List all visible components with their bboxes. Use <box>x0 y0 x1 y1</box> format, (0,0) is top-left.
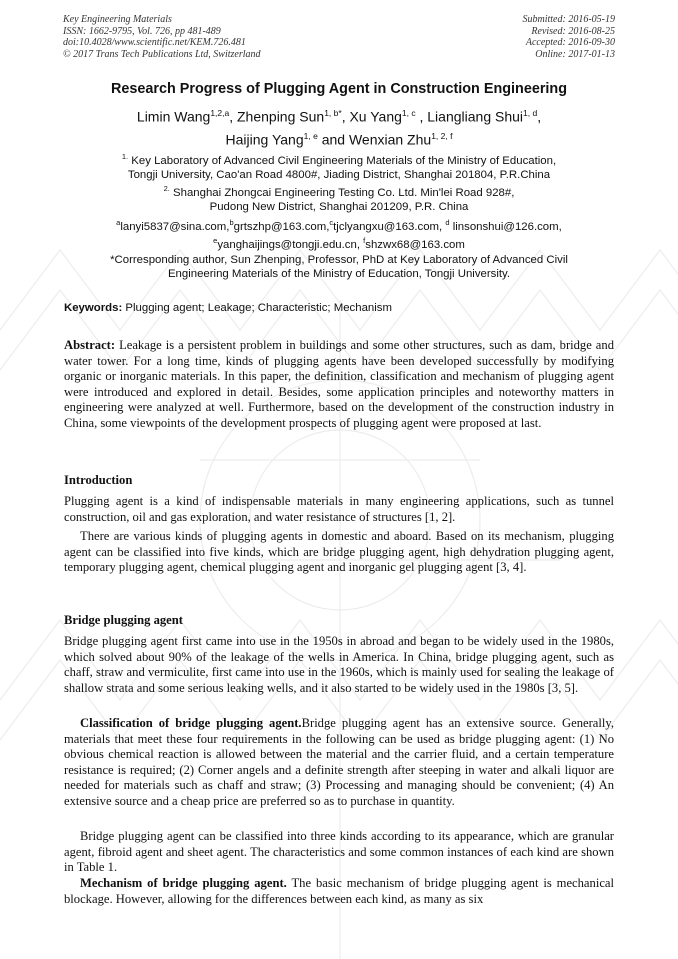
author-separator: and <box>317 131 349 148</box>
author-name: Limin Wang <box>136 108 211 125</box>
affiliation-line: Pudong New District, Shanghai 201209, P.R. China <box>209 201 469 213</box>
author-affiliation-mark: 1, 2, f <box>431 130 453 141</box>
email-address[interactable]: tjclyangxu@163.com <box>333 220 440 233</box>
paragraph-classification <box>64 716 614 810</box>
corresponding-line: *Corresponding author, Sun Zhenping, Professor, PhD at Key Laboratory of Advanced Civil <box>110 254 568 266</box>
author-list <box>60 104 618 149</box>
author-affiliation-mark: 1,2,a <box>210 108 230 118</box>
section-heading-bridge-plugging-agent: Bridge plugging agent <box>64 613 183 627</box>
affiliation-1 <box>60 150 618 182</box>
author-name: Xu Yang <box>349 108 402 125</box>
email-address[interactable]: linsonshui@126.com <box>449 220 559 233</box>
author-separator: , <box>415 108 428 125</box>
email-separator: , <box>356 238 364 251</box>
issn-line: ISSN: 1662-9795, Vol. 726, pp 481-489 <box>63 25 221 37</box>
email-address[interactable]: grtszhp@163.com <box>233 220 327 233</box>
paper-title: Research Progress of Plugging Agent in Construction Engineering <box>110 81 568 97</box>
journal-name: Key Engineering Materials <box>63 14 172 25</box>
abstract <box>64 338 614 432</box>
copyright-line: © 2017 Trans Tech Publications Ltd, Switzerland <box>63 48 261 60</box>
author-affiliation-mark: 1, c <box>401 108 416 118</box>
author-affiliation-mark: 1, e <box>303 130 318 141</box>
paragraph-text: The basic mechanism of bridge plugging agent is mechanical blockage. However, allowing for the differences between each kind, as many as six <box>64 876 614 906</box>
paragraph: Bridge plugging agent can be classified into three kinds according to its appearance, which are granular agent, fibroid agent and sheet agent. The characteristics and some common instances of each kind are shown in Table 1. <box>64 829 614 875</box>
paragraph-mechanism <box>64 876 614 907</box>
keywords-label: Keywords: <box>64 302 123 314</box>
email-mark: f <box>363 236 366 245</box>
email-separator: , <box>558 220 562 233</box>
email-mark: d <box>445 218 450 227</box>
email-separator: , <box>439 220 446 233</box>
author-affiliation-mark: 1, b* <box>324 108 342 118</box>
journal-header-right <box>523 14 616 60</box>
affiliation-mark: 1. <box>121 152 129 161</box>
email-separator: , <box>226 220 230 233</box>
submitted-date: Submitted: 2016-05-19 <box>522 14 615 25</box>
email-mark: e <box>213 236 218 245</box>
email-address[interactable]: shzwx68@163.com <box>365 238 465 251</box>
abstract-label: Abstract: <box>64 338 116 352</box>
online-date: Online: 2017-01-13 <box>535 48 615 60</box>
runin-heading-mechanism: Mechanism of bridge plugging agent. <box>80 876 287 890</box>
accepted-date: Accepted: 2016-09-30 <box>525 37 615 48</box>
author-name: Zhenping Sun <box>237 108 325 125</box>
abstract-text: Leakage is a persistent problem in buildings and some other structures, such as dam, bridge and water tower. For a long time, kinds of plugging agents have been developed successfully by modifying organic or inorganic materials. In this paper, the definition, classification and mechanism of plugging agent were introduced and explored in detail. Besides, some application principles and noteworthy matters in engineering were analyzed at well. Furthermore, based on the development of the construction industry in China, some viewpoints of the development prospects of plugging agent were proposed at last. <box>64 338 614 430</box>
affiliation-2 <box>60 182 618 214</box>
journal-header-left <box>63 14 261 60</box>
affiliation-line: Shanghai Zhongcai Engineering Testing Co. Ltd. Min'lei Road 928#, <box>173 186 515 199</box>
email-mark: c <box>329 218 334 227</box>
keywords-text: Plugging agent; Leakage; Characteristic; Mechanism <box>125 302 392 314</box>
email-separator: , <box>326 220 330 233</box>
paragraph: Bridge plugging agent first came into use in the 1950s in abroad and began to be widely used in the 1980s, which solved about 90% of the leakage of the wells in America. In China, bridge plugging agent, such as chaff, straw and vermiculite, first came into use in the 1960s, which is mainly used for sealing the leakage of shallow strata and some serious leaking wells, and it also started to be widely used in the 1980s [3, 5]. <box>64 634 614 695</box>
author-affiliation-mark: 1, d <box>523 108 538 118</box>
email-address[interactable]: lanyi5837@sina.com <box>120 220 227 233</box>
corresponding-line: Engineering Materials of the Ministry of Education, Tongji University. <box>167 268 511 281</box>
doi-line[interactable]: doi:10.4028/www.scientific.net/KEM.726.481 <box>63 37 246 48</box>
email-mark: a <box>116 218 121 227</box>
email-list <box>60 216 618 252</box>
paragraph: There are various kinds of plugging agents in domestic and aboard. Based on its mechanism, plugging agent can be classified into five kinds, which are bridge plugging agent, high dehydration plugging agent, temporary plugging agent, chemical plugging agent and inorganic gel plugging agent [3, 4]. <box>64 529 614 575</box>
affiliation-mark: 2. <box>163 184 170 193</box>
author-separator: , <box>537 108 542 125</box>
paragraph: Plugging agent is a kind of indispensable materials in many engineering applications, such as tunnel construction, oil and gas exploration, and water resistance of structures [1, 2]. <box>64 494 614 524</box>
author-separator: , <box>341 108 350 125</box>
revised-date: Revised: 2016-08-25 <box>531 25 615 37</box>
author-name: Haijing Yang <box>225 131 304 148</box>
author-name: Liangliang Shui <box>427 108 524 125</box>
email-mark: b <box>229 218 234 227</box>
author-separator: , <box>229 108 237 125</box>
affiliation-line: Key Laboratory of Advanced Civil Engineering Materials of the Ministry of Education, <box>131 154 557 167</box>
corresponding-author-note <box>60 253 618 281</box>
author-name: Wenxian Zhu <box>348 131 432 148</box>
email-address[interactable]: yanghaijings@tongji.edu.cn <box>217 238 357 251</box>
keywords <box>64 302 392 314</box>
affiliation-line: Tongji University, Cao'an Road 4800#, Jiading District, Shanghai 201804, P.R.China <box>127 169 551 181</box>
runin-heading-classification: Classification of bridge plugging agent. <box>80 716 302 730</box>
paragraph-text: Bridge plugging agent has an extensive source. Generally, materials that meet these four requirements in the following can be used as bridge plugging agent: (1) No obvious chemical reaction is allowed between the material and the carrier fluid, and a certain temperature resistance is required; (2) Corner angels and a definite strength after steeping in water and alkali liquor are needed for materials such as chaff and straw; (3) Processing and managing should be convenient; (4) An extensive source and a cheap price are preferred so as to purchase in quantity. <box>64 716 614 808</box>
section-heading-introduction: Introduction <box>64 473 133 487</box>
